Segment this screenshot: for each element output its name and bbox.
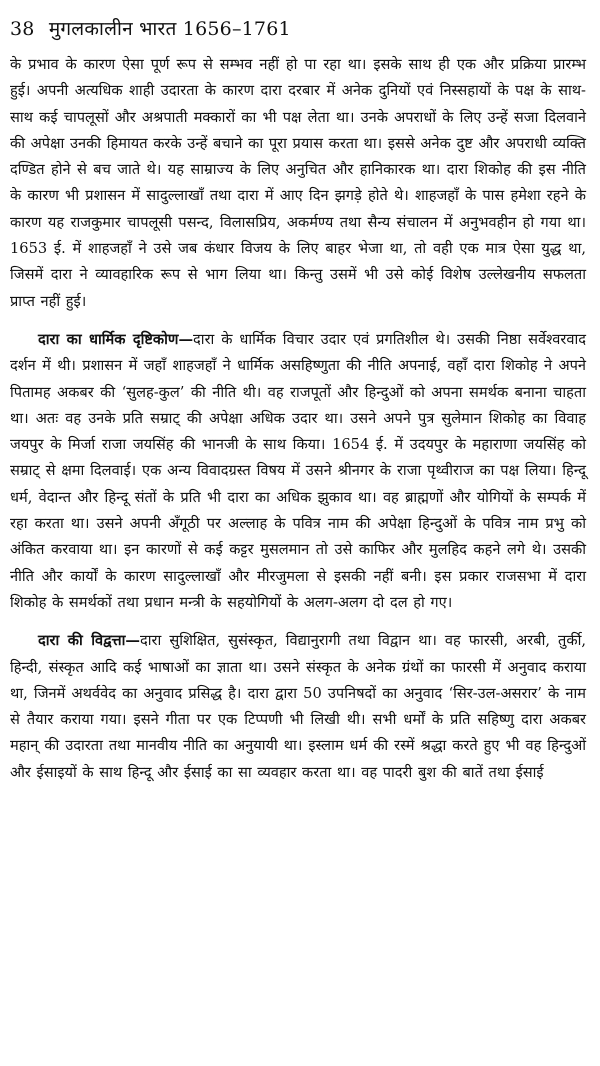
paragraph-gap — [10, 616, 586, 628]
section-heading-religious-outlook: दारा का धार्मिक दृष्टिकोण— — [38, 330, 194, 348]
section-heading-scholarship: दारा की विद्वत्ता— — [38, 632, 140, 650]
paragraph-text: दारा के धार्मिक विचार उदार एवं प्रगतिशील थे। उसकी निष्ठा सर्वेश्वरवाद दर्शन में थी। प्रशासन में जहाँ शाहजहाँ ने धार्मिक असहिष्णुता की नीति अपनाई, वहाँ दारा शिकोह ने अपने पितामह अकबर की ‘सुलह-कुल’ की नीति थी। वह राजपूतों और हिन्दुओं को अपना समर्थक बनाना चाहता था। अतः वह उनके प्रति सम्राट् की अपेक्षा अधिक उदार था। उसने अपने पुत्र सुलेमान शिकोह का विवाह जयपुर के मिर्जा राजा जयसिंह की भानजी के साथ किया। 1654 ई. में उदयपुर के महाराणा जयसिंह को सम्राट् से क्षमा दिलवाई। एक अन्य विवादग्रस्त विषय में उसने श्रीनगर के राजा पृथ्वीराज का पक्ष लिया। हिन्दू धर्म, वेदान्त और हिन्दू संतों के प्रति भी दारा का अधिक झुकाव था। वह ब्राह्मणों और योगियों के सम्पर्क में रहा करता था। उसने अपनी अँगूठी पर अल्लाह के पवित्र नाम की अपेक्षा हिन्दुओं के पवित्र नाम प्रभु को अंकित करवाया था। इन कारणों से कई कट्टर मुसलमान तो उसे काफिर और मुलहिद कहने लगे थे। उसकी नीति और कार्यों के कारण सादुल्लाखाँ और मीरजुमला से इसकी नहीं बनी। इस प्रकार राजसभा में दारा शिकोह के समर्थकों तथा प्रधान मन्त्री के सहयोगियों के अलग-अलग दो दल हो गए। — [10, 330, 586, 611]
paragraph-gap — [10, 315, 586, 327]
paragraph-scholarship — [10, 628, 586, 786]
page-header — [10, 14, 586, 44]
paragraph-text: के प्रभाव के कारण ऐसा पूर्ण रूप से सम्भव नहीं हो पा रहा था। इसके साथ ही एक और प्रक्रिया प्रारम्भ हुई। अपनी अत्यधिक शाही उदारता के कारण दारा दरबार में अनेक दुनियों एवं निस्सहायों के पक्ष के साथ-साथ कई चापलूसों और अश्रपाती मक्कारों का भी पक्ष लेता था। उनके अपराधों के लिए उन्हें सजा दिलवाने की अपेक्षा उनकी हिमायत करके उन्हें बचाने का पूरा प्रयास करता था। इससे अनेक दुष्ट और अपराधी व्यक्ति दण्डित होने से बच जाते थे। यह साम्राज्य के लिए अनुचित और हानिकारक था। दारा शिकोह की इस नीति के कारण भी प्रशासन में सादुल्लाखाँ तथा दारा में आए दिन झगड़े होते थे। शाहजहाँ के पास हमेशा रहने के कारण यह राजकुमार चापलूसी पसन्द, विलासप्रिय, अकर्मण्य तथा सैन्य संचालन में अनुभवहीन हो गया था। 1653 ई. में शाहजहाँ ने उसे जब कंधार विजय के लिए बाहर भेजा था, तो वही एक मात्र ऐसा युद्ध था, जिसमें दारा ने व्यावहारिक रूप से भाग लिया था। किन्तु उसमें भी उसे कोई विशेष उल्लेखनीय सफलता प्राप्त नहीं हुई। — [10, 56, 586, 310]
paragraph-text: दारा सुशिक्षित, सुसंस्कृत, विद्यानुरागी तथा विद्वान था। वह फारसी, अरबी, तुर्की, हिन्दी, संस्कृत आदि कई भाषाओं का ज्ञाता था। उसने संस्कृत के अनेक ग्रंथों का फारसी में अनुवाद कराया था, जिनमें अथर्ववेद का अनुवाद प्रसिद्ध है। दारा द्वारा 50 उपनिषदों का अनुवाद ‘सिर-उल-असरार’ के नाम से तैयार कराया गया। इसने गीता पर एक टिप्पणी भी लिखी थी। सभी धर्मों के प्रति सहिष्णु दारा अकबर महान् की उदारता तथा मानवीय नीति का अनुयायी था। इस्लाम धर्म की रस्में श्रद्धा करते हुए भी वह हिन्दुओं और ईसाइयों के साथ हिन्दू और ईसाई का सा व्यवहार करता था। वह पादरी बुश की बातें तथा ईसाई — [10, 632, 587, 781]
page-number: 38 — [10, 18, 35, 40]
paragraph-continuation — [10, 52, 586, 315]
running-title: मुगलकालीन भारत 1656–1761 — [48, 18, 291, 40]
paragraph-religious-outlook — [10, 327, 586, 616]
